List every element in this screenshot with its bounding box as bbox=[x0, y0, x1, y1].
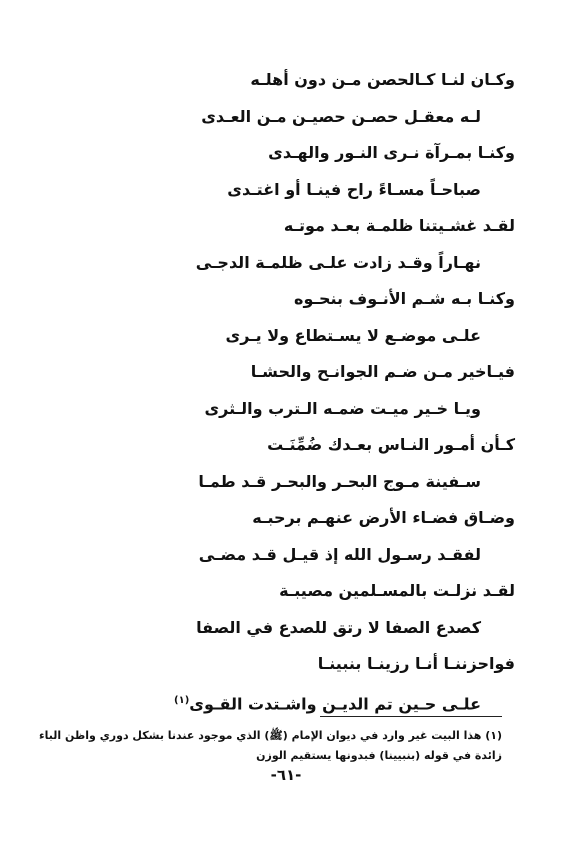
verse-line: فيـاخير مـن ضـم الجوانـح والحشـا bbox=[250, 362, 515, 381]
page-number: -٦١- bbox=[270, 766, 302, 784]
footnote-divider bbox=[320, 716, 502, 717]
verse-line: صباحـاً مسـاءً راح فينـا أو اغتـدى bbox=[227, 179, 481, 199]
footnote bbox=[39, 726, 502, 766]
verse-line: نهـاراً وقـد زادت علـى ظلمـة الدجـى bbox=[195, 252, 481, 272]
verse-text: علـى حـين تم الديـن واشـتدت القـوى bbox=[189, 693, 481, 713]
verse-line: سـفينة مـوج البحـر والبحـر قـد طمـا bbox=[198, 471, 481, 491]
verse-line: وكنـا بـه شـم الأنـوف بنحـوه bbox=[294, 289, 515, 308]
footnote-marker: (١) bbox=[174, 694, 190, 706]
footnote-line: (١) هذا البيت غير وارد في ديوان الإمام (ﷺ) الذي موجود عندنا بشكل دوري واظن الباء bbox=[39, 729, 502, 742]
verse-line: كـأن أمـور النـاس بعـدك ضُمِّنَـت bbox=[267, 435, 515, 454]
verse-line: وضـاق فضـاء الأرض عنهـم برحبـه bbox=[252, 508, 515, 527]
verse-line: لقـد نزلـت بالمسـلمين مصيبـة bbox=[279, 581, 515, 600]
verse-line: وكنـا بمـرآة نـرى النـور والهـدى bbox=[268, 143, 515, 162]
verse-line-with-footnote bbox=[70, 683, 515, 720]
footnote-line: زائدة في قوله (بنبيينا) فبدونها يستقيم الوزن bbox=[256, 749, 502, 762]
verse-line: علـى موضـع لا يسـتطاع ولا يـرى bbox=[225, 325, 481, 345]
verse-line: لفقـد رسـول الله إذ قيـل قـد مضـى bbox=[198, 544, 481, 564]
verse-line: ويـا خـير ميـت ضمـه الـترب والـثرى bbox=[204, 398, 481, 418]
verse-line: فواحزننـا أنـا رزينـا بنبينـا bbox=[317, 654, 515, 673]
poem-verses bbox=[70, 62, 515, 719]
verse-line: كصدع الصفا لا رتق للصدع في الصفا bbox=[196, 617, 481, 637]
verse-line: لـه معقـل حصـن حصيـن مـن العـدى bbox=[201, 106, 481, 126]
verse-line: وكـان لنـا كـالحصن مـن دون أهلـه bbox=[250, 70, 515, 89]
verse-line: لقـد غشـيتنا ظلمـة بعـد موتـه bbox=[283, 216, 515, 235]
